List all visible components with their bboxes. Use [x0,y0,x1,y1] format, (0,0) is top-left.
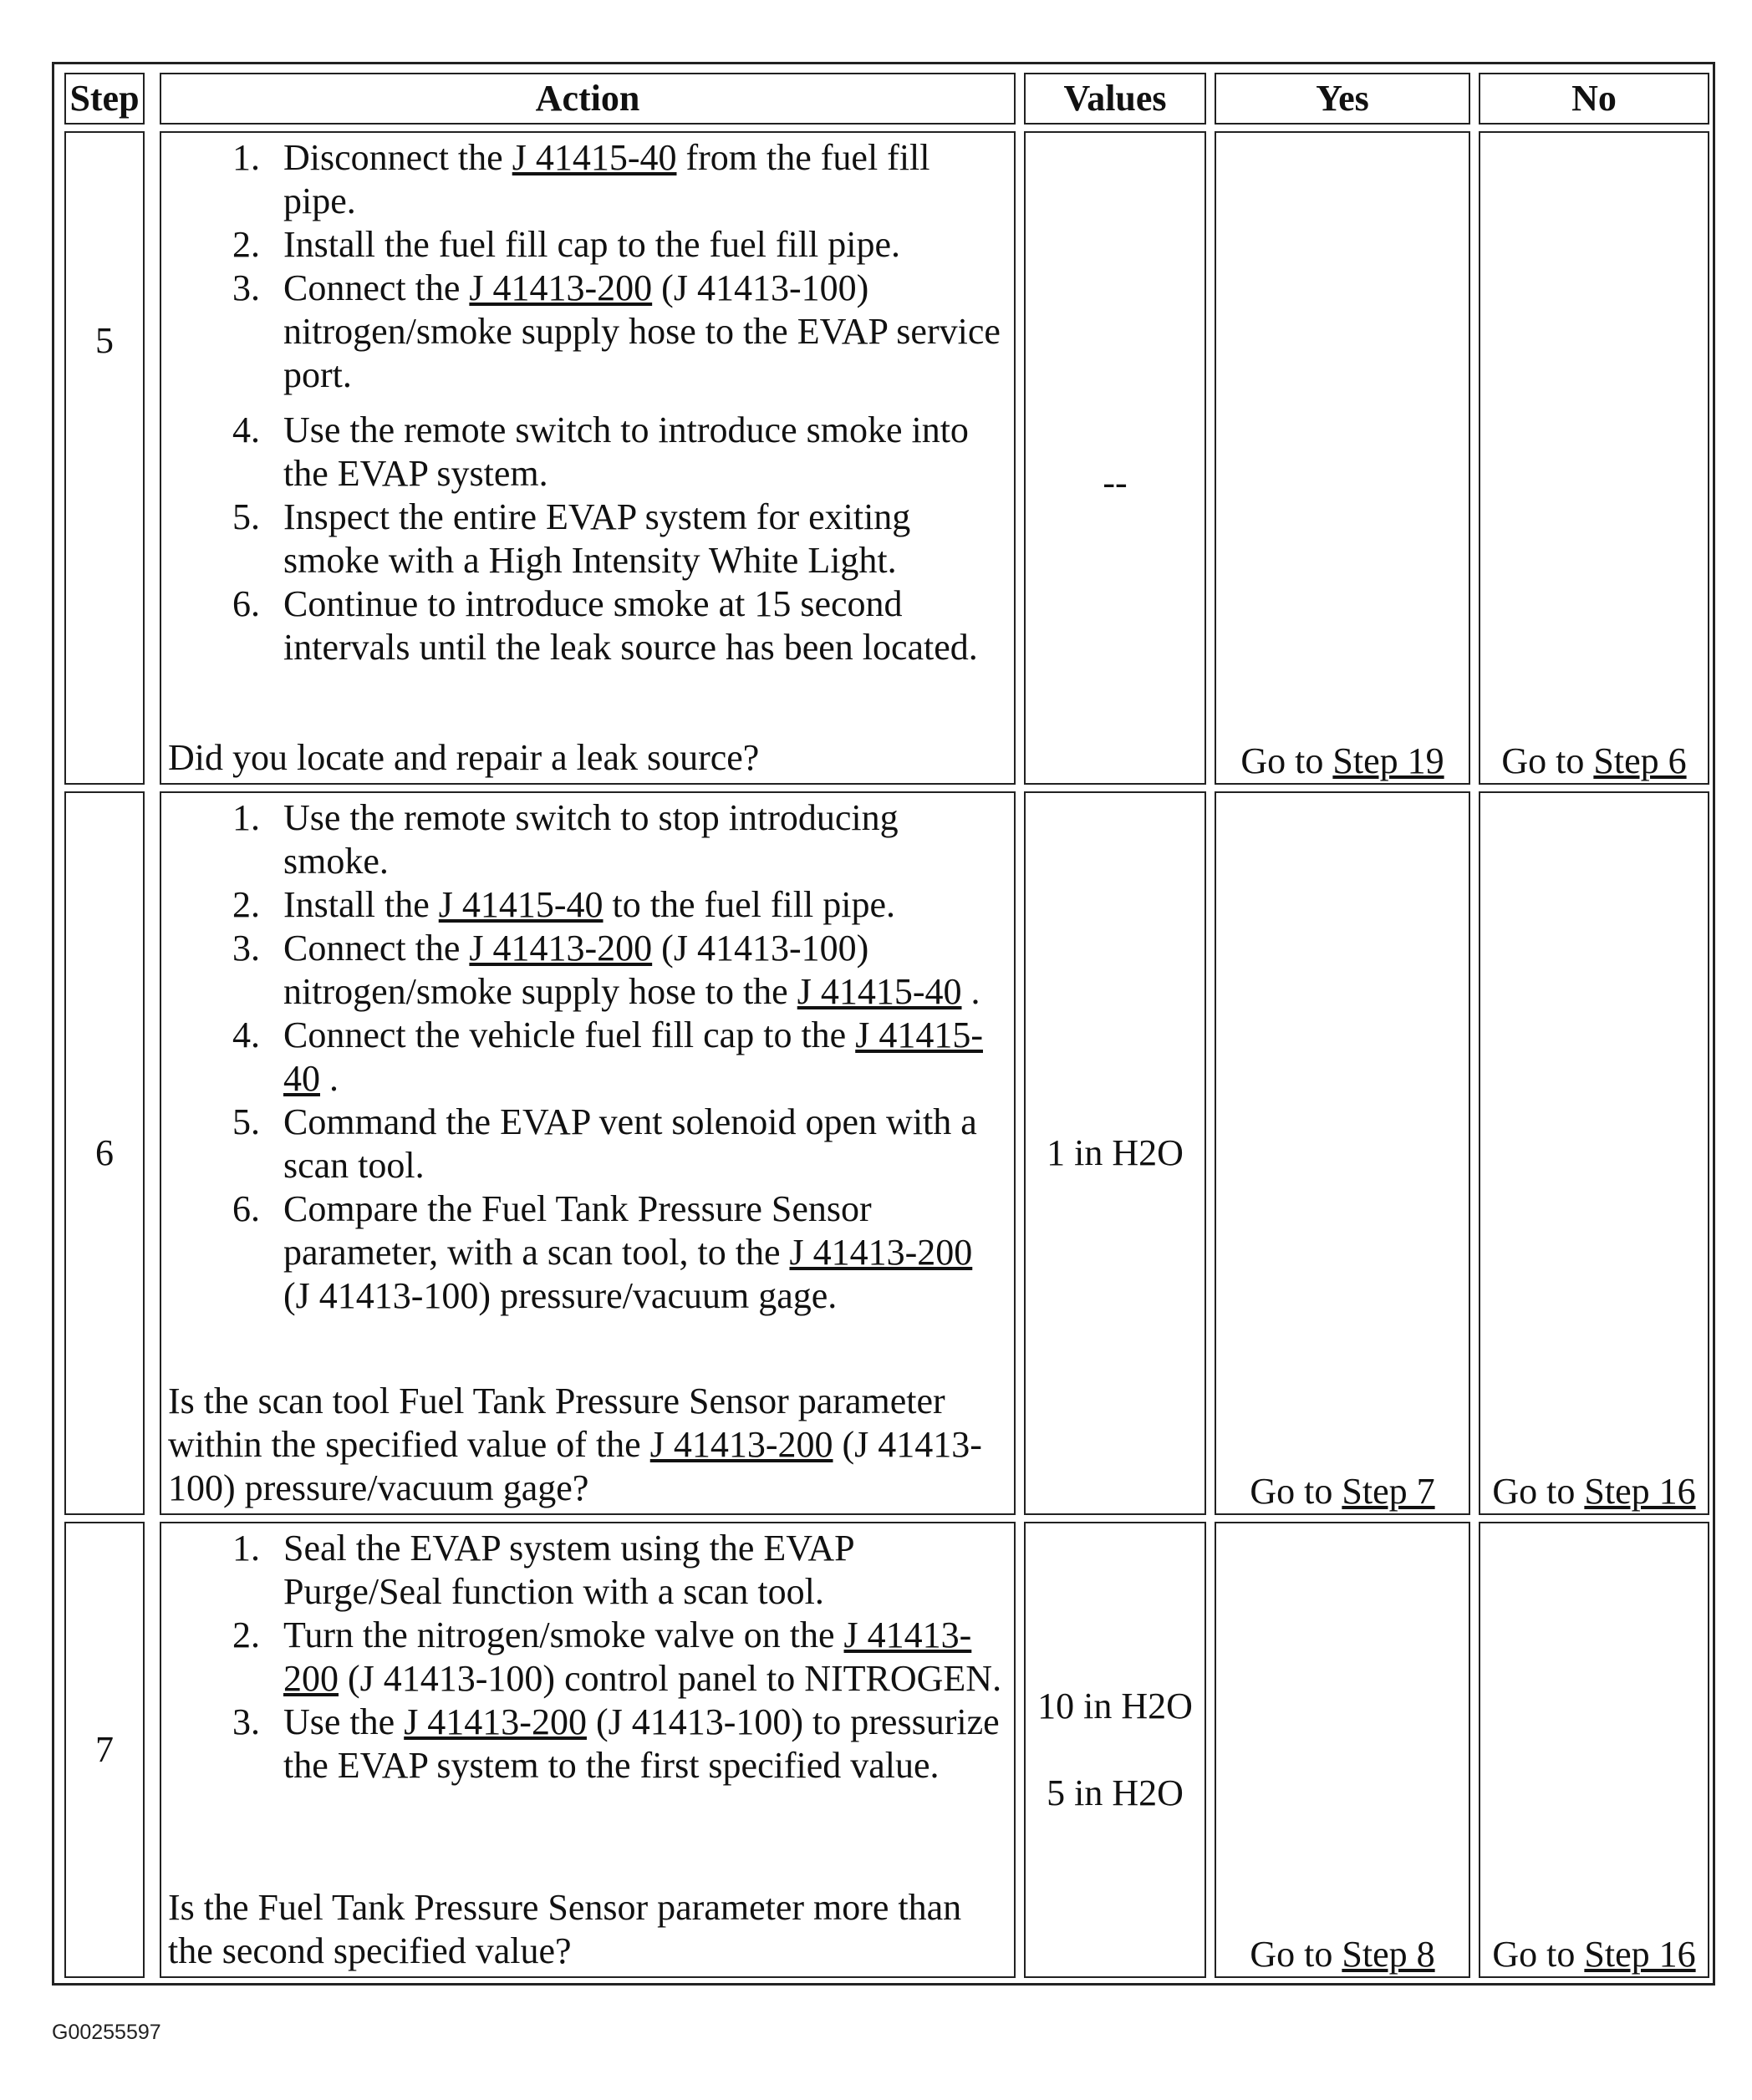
yes-cell [1215,791,1470,1515]
action-text: Use the [283,1701,405,1742]
step-item-text [283,1187,1007,1318]
no-cell [1479,131,1709,785]
goto-step-link[interactable]: Step 16 [1584,1471,1696,1512]
step-item-text [283,1614,1007,1701]
step-item-number: 1. [232,137,260,178]
no-cell [1479,1522,1709,1978]
header-values: Values [1024,73,1206,125]
spec-value: -- [1103,462,1128,503]
action-text: Did you locate and repair a leak source? [168,737,760,778]
goto-step-link[interactable]: Step 8 [1342,1934,1435,1975]
goto-prefix: Go to [1492,1471,1585,1512]
action-text: . [320,1058,339,1099]
tool-link[interactable]: J 41413-200 [649,1424,833,1465]
action-step-item [168,1187,1007,1318]
step-item-text [283,582,1007,669]
step-item-number: 2. [232,224,260,265]
action-steps-list [168,1527,1007,1787]
tool-link[interactable]: J 41413-200 [283,1614,972,1699]
step-number: 7 [64,1522,145,1978]
action-steps-list [168,796,1007,1318]
yes-goto [1240,740,1444,783]
header-step: Step [64,73,145,125]
step-item-number: 3. [232,1701,260,1742]
yes-goto [1250,1933,1434,1976]
step-item-text [283,267,1007,397]
goto-prefix: Go to [1501,740,1594,781]
values-cell [1024,1522,1206,1978]
goto-prefix: Go to [1250,1934,1342,1975]
action-text: Connect the vehicle fuel fill cap to the [283,1014,856,1055]
action-step-item [168,1527,1007,1614]
action-text: (J 41413-100) pressure/vacuum gage. [283,1275,838,1316]
tool-link[interactable]: J 41415-40 [438,884,604,925]
diagnostic-table [52,62,1715,1986]
tool-link[interactable]: J 41413-200 [404,1701,587,1742]
action-text: Compare the Fuel Tank Pressure Sensor parameter, with a scan tool, to the [283,1188,872,1273]
step-item-text [283,883,1007,927]
no-goto [1492,1933,1695,1976]
goto-step-link[interactable]: Step 7 [1342,1471,1435,1512]
tool-link[interactable]: J 41413-200 [789,1232,973,1273]
step-number: 5 [64,131,145,785]
action-text: Is the scan tool Fuel Tank Pressure Sensor parameter within the specified value of the [168,1381,945,1465]
step-item-text [283,796,1007,883]
action-step-item [168,927,1007,1014]
tool-link[interactable]: J 41413-200 [469,928,653,969]
action-step-item [168,582,1007,669]
step-item-number: 5. [232,496,260,537]
step-item-number: 1. [232,1528,260,1569]
step-item-number: 2. [232,884,260,925]
step-item-number: 3. [232,928,260,969]
spec-value: 10 in H2O [1037,1686,1193,1726]
action-text: (J 41413-100) nitrogen/smoke supply hose to the [283,928,869,1012]
step-item-number: 4. [232,1014,260,1055]
no-goto [1492,1470,1695,1513]
step-question [168,1886,1007,1973]
action-text: Command the EVAP vent solenoid open with a scan tool. [283,1101,977,1186]
goto-step-link[interactable]: Step 16 [1584,1934,1696,1975]
action-text: (J 41413-100) control panel to NITROGEN. [339,1658,1002,1699]
step-item-number: 6. [232,1188,260,1229]
step-item-text [283,409,1007,496]
tool-link[interactable]: J 41413-200 [469,267,653,308]
goto-prefix: Go to [1240,740,1333,781]
action-text: . [961,971,980,1012]
action-text: (J 41413-100) to pressurize the EVAP system to the first specified value. [283,1701,1000,1786]
action-text: Continue to introduce smoke at 15 second intervals until the leak source has been located. [283,583,978,668]
action-text: (J 41413-100) pressure/vacuum gage? [168,1424,982,1508]
yes-cell [1215,1522,1470,1978]
step-item-number: 5. [232,1101,260,1142]
step-item-number: 1. [232,797,260,838]
goto-step-link[interactable]: Step 6 [1593,740,1687,781]
header-no: No [1479,73,1709,125]
action-text: Connect the [283,928,470,969]
no-cell [1479,791,1709,1515]
header-yes: Yes [1215,73,1470,125]
tool-link[interactable]: J 41415-40 [512,137,677,178]
action-step-item [168,223,1007,267]
action-step-item [168,409,1007,496]
step-item-text [283,496,1007,582]
action-text: (J 41413-100) nitrogen/smoke supply hose to the EVAP service port. [283,267,1001,395]
action-text: Disconnect the [283,137,512,178]
action-step-item [168,1014,1007,1101]
action-step-item [168,136,1007,223]
action-step-item [168,1701,1007,1787]
values-cell [1024,791,1206,1515]
step-question [168,736,1007,780]
action-text: from the fuel fill pipe. [283,137,930,221]
action-cell [160,1522,1016,1978]
action-step-item [168,1614,1007,1701]
goto-prefix: Go to [1492,1934,1585,1975]
action-text: Use the remote switch to introduce smoke into the EVAP system. [283,409,969,494]
action-step-item [168,496,1007,582]
action-text: Connect the [283,267,470,308]
step-item-text [283,927,1007,1014]
action-text: to the fuel fill pipe. [603,884,895,925]
action-text: Inspect the entire EVAP system for exiting smoke with a High Intensity White Light. [283,496,911,581]
step-item-number: 3. [232,267,260,308]
step-item-number: 2. [232,1614,260,1655]
action-text: Seal the EVAP system using the EVAP Purge/Seal function with a scan tool. [283,1528,854,1612]
step-item-text [283,1527,1007,1614]
goto-step-link[interactable]: Step 19 [1332,740,1444,781]
step-item-number: 4. [232,409,260,450]
action-step-item [168,883,1007,927]
step-number: 6 [64,791,145,1515]
action-text: Use the remote switch to stop introducing smoke. [283,797,899,882]
step-item-text [283,1101,1007,1187]
action-text: Install the [283,884,439,925]
action-text: Install the fuel fill cap to the fuel fill pipe. [283,224,900,265]
tool-link[interactable]: J 41415-40 [797,971,962,1012]
values-cell [1024,131,1206,785]
step-item-number: 6. [232,583,260,624]
step-item-text [283,1701,1007,1787]
step-question [168,1380,1007,1510]
step-item-text [283,223,1007,267]
action-step-item [168,1101,1007,1187]
goto-prefix: Go to [1250,1471,1342,1512]
no-goto [1501,740,1686,783]
action-cell [160,791,1016,1515]
yes-cell [1215,131,1470,785]
step-item-text [283,136,1007,223]
action-step-item [168,267,1007,397]
action-text: Turn the nitrogen/smoke valve on the [283,1614,844,1655]
spec-value: 1 in H2O [1047,1132,1184,1173]
action-text: Is the Fuel Tank Pressure Sensor parameter more than the second specified value? [168,1887,962,1971]
action-step-item [168,796,1007,883]
tool-link[interactable]: J 41415-40 [283,1014,983,1099]
step-item-text [283,1014,1007,1101]
action-cell [160,131,1016,785]
spec-value: 5 in H2O [1047,1772,1184,1813]
header-action: Action [160,73,1016,125]
yes-goto [1250,1470,1434,1513]
action-steps-list [168,136,1007,669]
figure-id: G00255597 [52,2021,161,2044]
